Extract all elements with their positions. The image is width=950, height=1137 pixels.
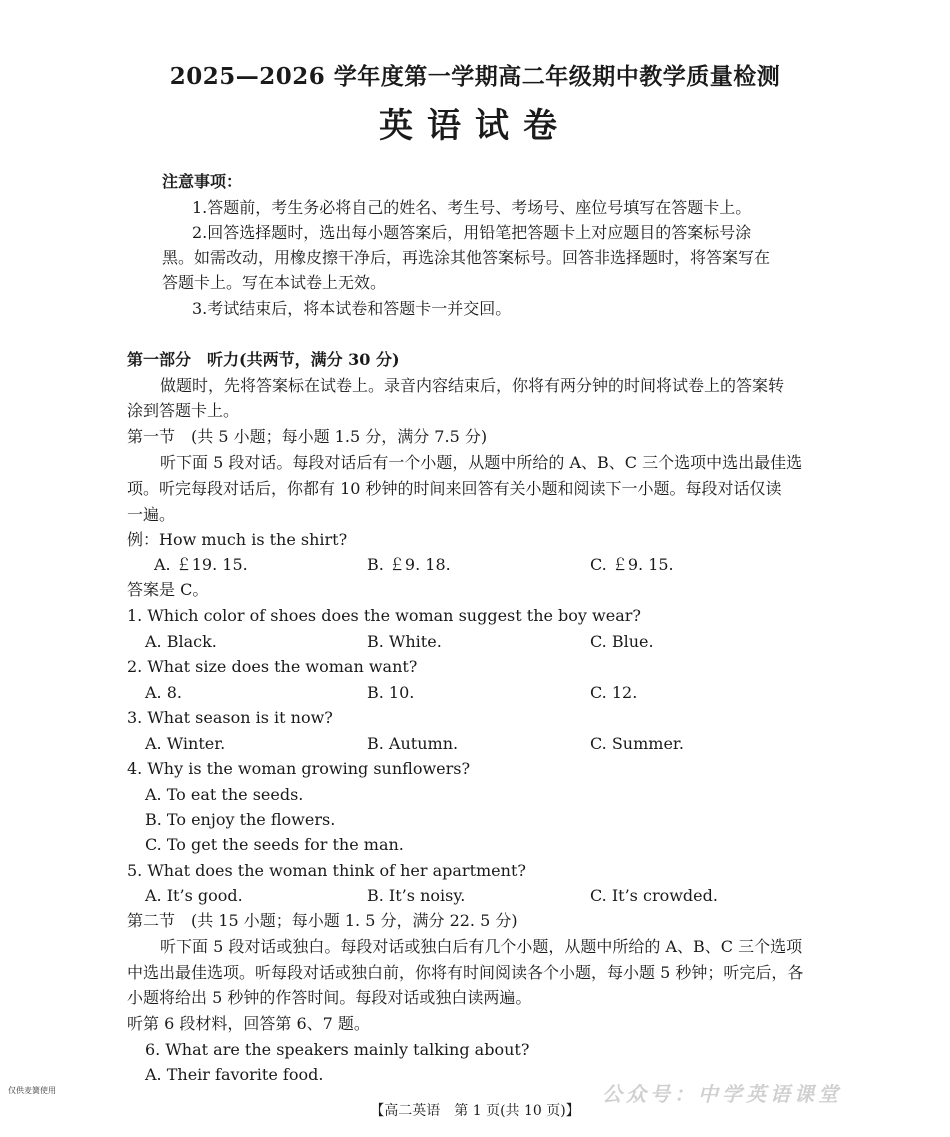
question-5-option-c: C. It’s crowded.: [590, 886, 718, 905]
section1-instr-line1: 听下面 5 段对话。每段对话后有一个小题，从题中所给的 A、B、C 三个选项中选出最佳选: [160, 453, 803, 472]
part1-heading: 第一部分 听力(共两节，满分 30 分): [127, 350, 400, 369]
question-6-option-a: A. Their favorite food.: [145, 1065, 324, 1084]
section2-instr-line2: 中选出最佳选项。听每段对话或独白前，你将有时间阅读各个小题，每小题 5 秒钟；听完后，各: [127, 963, 804, 982]
part1-intro-line2: 涂到答题卡上。: [127, 401, 240, 420]
example-question: 例：How much is the shirt?: [127, 530, 348, 549]
notice-item-2-line2: 黑。如需改动，用橡皮擦干净后，再选涂其他答案标号。回答非选择题时，将答案写在: [162, 248, 771, 267]
question-3-option-a: A. Winter.: [145, 734, 226, 753]
page-footer: 【高二英语 第 1 页(共 10 页)】: [370, 1103, 580, 1119]
section2-instr-line3: 小题将给出 5 秒钟的作答时间。每段对话或独白读两遍。: [127, 988, 532, 1007]
section1-heading: 第一节 (共 5 小题；每小题 1.5 分，满分 7.5 分): [127, 427, 488, 446]
question-4-option-a: A. To eat the seeds.: [145, 785, 304, 804]
example-option-c: C. ￡9. 15.: [590, 555, 674, 574]
example-option-a: A. ￡19. 15.: [154, 555, 248, 574]
question-1-option-a: A. Black.: [145, 632, 217, 651]
notice-item-1: 1.答题前，考生务必将自己的姓名、考生号、考场号、座位号填写在答题卡上。: [192, 198, 752, 217]
exam-title-line1: 2025—2026 学年度第一学期高二年级期中教学质量检测: [169, 63, 781, 90]
question-5-option-a: A. It’s good.: [145, 886, 243, 905]
question-4-option-b: B. To enjoy the flowers.: [145, 810, 336, 829]
section2-heading: 第二节 (共 15 小题；每小题 1. 5 分，满分 22. 5 分): [127, 911, 518, 930]
exam-title-subject: 英语试卷: [379, 106, 571, 146]
material-6-instruction: 听第 6 段材料，回答第 6、7 题。: [127, 1014, 370, 1033]
question-2-option-b: B. 10.: [367, 683, 415, 702]
notice-item-2-line3: 答题卡上。写在本试卷上无效。: [162, 273, 387, 292]
section1-instr-line2: 项。听完每段对话后，你都有 10 秒钟的时间来回答有关小题和阅读下一小题。每段对话仅读: [127, 479, 782, 498]
question-4-stem: 4. Why is the woman growing sunflowers?: [127, 759, 471, 778]
question-1-option-c: C. Blue.: [590, 632, 654, 651]
question-3-option-b: B. Autumn.: [367, 734, 459, 753]
question-3-stem: 3. What season is it now?: [127, 708, 333, 727]
example-answer: 答案是 C。: [127, 580, 209, 599]
notice-item-2-line1: 2.回答选择题时，选出每小题答案后，用铅笔把答题卡上对应题目的答案标号涂: [192, 223, 752, 242]
question-3-option-c: C. Summer.: [590, 734, 684, 753]
question-6-stem: 6. What are the speakers mainly talking about?: [145, 1040, 530, 1059]
part1-intro-line1: 做题时，先将答案标在试卷上。录音内容结束后，你将有两分钟的时间将试卷上的答案转: [160, 376, 785, 395]
section1-instr-line3: 一遍。: [127, 505, 176, 524]
example-option-b: B. ￡9. 18.: [367, 555, 451, 574]
section2-instr-line1: 听下面 5 段对话或独白。每段对话或独白后有几个小题，从题中所给的 A、B、C 三个选项: [160, 937, 803, 956]
question-2-stem: 2. What size does the woman want?: [127, 657, 418, 676]
question-2-option-a: A. 8.: [145, 683, 182, 702]
question-1-stem: 1. Which color of shoes does the woman suggest the boy wear?: [127, 606, 641, 625]
question-5-stem: 5. What does the woman think of her apartment?: [127, 861, 526, 880]
notice-heading: 注意事项：: [162, 172, 243, 191]
watermark-text: 公众号：中学英语课堂: [602, 1082, 842, 1106]
footer-left-note: 仅供麦簧使用: [8, 1086, 56, 1095]
notice-item-3: 3.考试结束后，将本试卷和答题卡一并交回。: [192, 299, 512, 318]
question-1-option-b: B. White.: [367, 632, 442, 651]
question-4-option-c: C. To get the seeds for the man.: [145, 835, 404, 854]
question-5-option-b: B. It’s noisy.: [367, 886, 466, 905]
question-2-option-c: C. 12.: [590, 683, 638, 702]
